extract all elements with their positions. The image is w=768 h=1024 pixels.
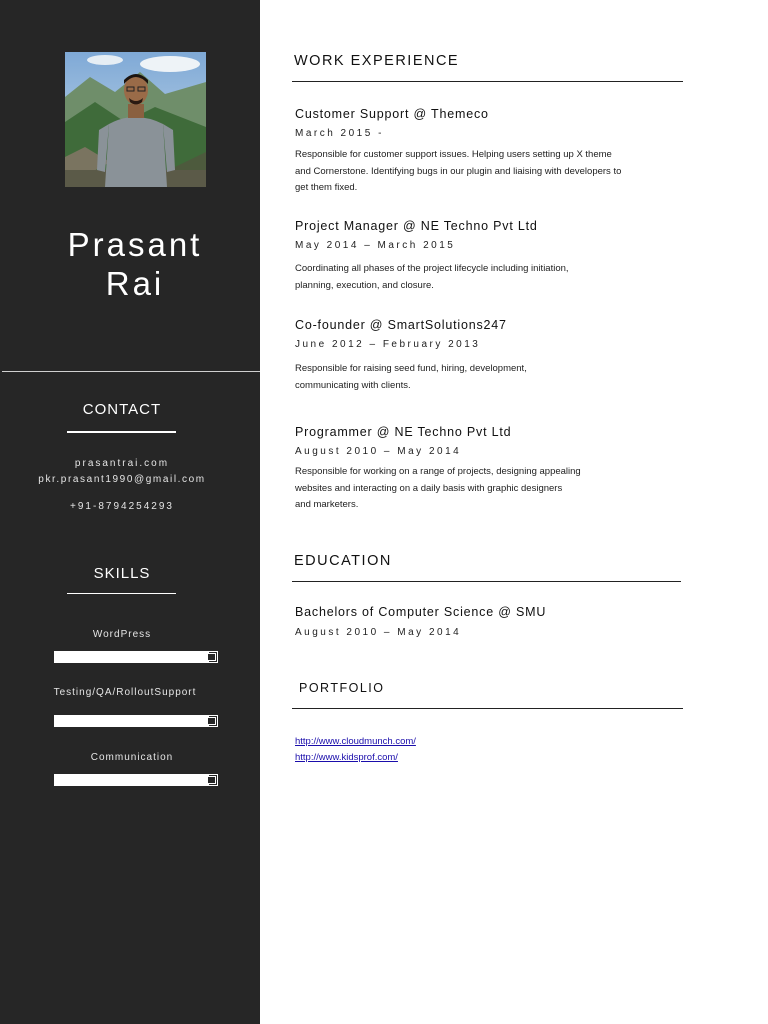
skill-label: Communication bbox=[90, 752, 174, 763]
portfolio-heading: PORTFOLIO bbox=[299, 681, 385, 695]
portfolio-rule bbox=[292, 708, 683, 709]
job-description-line: and marketers. bbox=[295, 499, 359, 510]
work-experience-heading: WORK EXPERIENCE bbox=[294, 53, 460, 69]
job-description bbox=[295, 464, 581, 514]
contact-underline bbox=[67, 431, 176, 433]
job-title: Programmer @ NE Techno Pvt Ltd bbox=[295, 425, 512, 439]
job-description bbox=[295, 147, 621, 197]
skill-label: Testing/QA/RolloutSupport bbox=[53, 687, 197, 698]
sidebar bbox=[0, 0, 260, 1024]
portfolio-link[interactable]: http://www.cloudmunch.com/ bbox=[295, 736, 416, 747]
skill-bar bbox=[54, 651, 218, 663]
job-description bbox=[295, 361, 527, 394]
skill-bar bbox=[54, 715, 218, 727]
job-description bbox=[295, 261, 569, 294]
job-description-line: websites and interacting on a daily basis with graphic designers bbox=[295, 482, 563, 494]
job-title: Customer Support @ Themeco bbox=[295, 107, 489, 121]
job-description-line: planning, execution, and closure. bbox=[295, 279, 434, 291]
first-name: Prasant bbox=[67, 226, 203, 263]
job-description-line: get them fixed. bbox=[295, 182, 358, 193]
degree-dates: August 2010 – May 2014 bbox=[295, 627, 462, 638]
skills-heading: SKILLS bbox=[93, 565, 151, 582]
skill-fill bbox=[55, 775, 209, 785]
job-title: Project Manager @ NE Techno Pvt Ltd bbox=[295, 219, 538, 233]
job-dates: March 2015 - bbox=[295, 128, 384, 139]
last-name: Rai bbox=[105, 265, 165, 302]
sidebar-divider bbox=[2, 371, 260, 372]
skill-bar bbox=[54, 774, 218, 786]
job-description-line: Coordinating all phases of the project lifecycle including initiation, bbox=[295, 263, 569, 274]
job-dates: May 2014 – March 2015 bbox=[295, 240, 456, 251]
skill-bar-handle bbox=[207, 653, 216, 661]
contact-phone: +91-8794254293 bbox=[70, 501, 174, 512]
job-description-line: Responsible for customer support issues. Helping users setting up X theme bbox=[295, 149, 612, 160]
work-experience-rule bbox=[292, 81, 683, 82]
profile-photo bbox=[65, 52, 206, 187]
skill-fill bbox=[55, 716, 209, 726]
contact-website[interactable]: prasantrai.com bbox=[74, 458, 170, 469]
contact-heading: CONTACT bbox=[82, 401, 162, 418]
job-dates: June 2012 – February 2013 bbox=[295, 339, 481, 350]
job-description-line: and Cornerstone. Identifying bugs in our plugin and liaising with developers to bbox=[295, 165, 622, 177]
person-name bbox=[0, 225, 270, 303]
job-dates: August 2010 – May 2014 bbox=[295, 446, 462, 457]
degree-title: Bachelors of Computer Science @ SMU bbox=[295, 605, 547, 619]
job-description-line: Responsible for raising seed fund, hiring, development, bbox=[295, 363, 527, 374]
skill-bar-handle bbox=[207, 776, 216, 784]
skill-fill bbox=[55, 652, 209, 662]
job-title: Co-founder @ SmartSolutions247 bbox=[295, 318, 507, 332]
job-description-line: communicating with clients. bbox=[295, 379, 411, 391]
education-rule bbox=[292, 581, 681, 582]
job-description-line: Responsible for working on a range of projects, designing appealing bbox=[295, 466, 581, 477]
education-heading: EDUCATION bbox=[294, 553, 392, 569]
skills-underline bbox=[67, 593, 176, 594]
skill-label: WordPress bbox=[92, 629, 152, 640]
portfolio-link[interactable]: http://www.kidsprof.com/ bbox=[295, 752, 398, 763]
skill-bar-handle bbox=[207, 717, 216, 725]
contact-email[interactable]: pkr.prasant1990@gmail.com bbox=[38, 474, 206, 485]
